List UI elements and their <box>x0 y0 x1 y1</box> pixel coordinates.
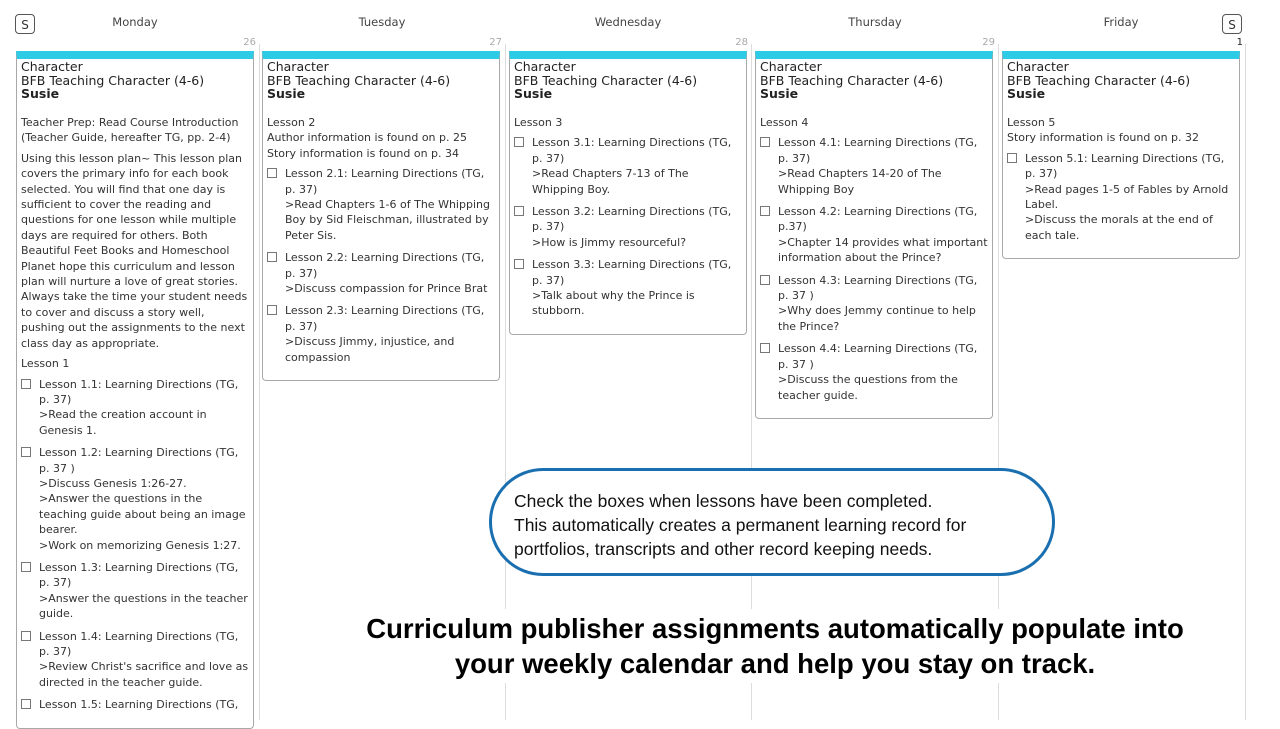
lesson-card-wednesday[interactable] <box>509 51 747 335</box>
assignment-text: Lesson 2.3: Learning Directions (TG, p. 37) <box>285 304 485 333</box>
assignment-text: >Review Christ's sacrifice and love as directed in the teacher guide. <box>39 660 249 689</box>
completion-checkbox[interactable] <box>21 631 31 641</box>
completion-checkbox[interactable] <box>1007 153 1017 163</box>
assignment-text: Lesson 4.3: Learning Directions (TG, p. 37 ) <box>778 273 978 303</box>
assignment-text: >Read Chapters 14-20 of The Whipping Boy <box>778 167 942 196</box>
assignment-text: >Discuss compassion for Prince Brat <box>285 282 488 296</box>
assignment-text: >Talk about why the Prince is stubborn. <box>532 289 695 318</box>
student-name: Susie <box>514 86 553 101</box>
assignment-text: >Read Chapters 1-6 of The Whipping Boy by Sid Fleischman, illustrated by Peter Sis. <box>285 198 490 242</box>
assignment-item <box>760 204 988 266</box>
day-header-thursday: Thursday <box>848 15 902 29</box>
day-number-friday: 1 <box>1236 37 1243 48</box>
assignment-item <box>267 250 495 296</box>
lesson-note: Lesson 4 <box>760 116 809 129</box>
assignment-text: Lesson 2.2: Learning Directions (TG, p. 37) <box>285 251 485 280</box>
callout-line: portfolios, transcripts and other record keeping needs. <box>514 539 933 559</box>
completion-checkbox[interactable] <box>514 137 524 147</box>
lesson-card-friday[interactable] <box>1002 51 1240 259</box>
assignment-text: >Work on memorizing Genesis 1:27. <box>39 538 241 552</box>
assignment-text: Lesson 5.1: Learning Directions (TG, p. 37) <box>1025 151 1225 181</box>
assignment-item <box>21 629 249 691</box>
assignment-item <box>514 204 742 250</box>
day-header-friday: Friday <box>1103 15 1139 29</box>
checkbox-tip-callout <box>489 468 1055 576</box>
day-number-monday: 26 <box>243 37 256 48</box>
assignment-item <box>760 135 988 197</box>
completion-checkbox[interactable] <box>21 447 31 457</box>
day-header-monday: Monday <box>112 15 158 29</box>
course-label: BFB Teaching Character (4-6) <box>1007 72 1191 88</box>
completion-checkbox[interactable] <box>760 343 770 353</box>
student-name: Susie <box>760 86 799 101</box>
completion-checkbox[interactable] <box>514 206 524 216</box>
assignment-text: Lesson 1.1: Learning Directions (TG, p. 37) <box>39 377 239 406</box>
subject-label: Character <box>21 59 83 74</box>
completion-checkbox[interactable] <box>760 137 770 147</box>
assignment-item <box>514 135 742 197</box>
banner-line: Curriculum publisher assignments automatically populate into <box>366 613 1184 644</box>
assignment-text: Lesson 1.4: Learning Directions (TG, p. 37) <box>39 629 239 658</box>
subject-label: Character <box>760 59 822 74</box>
column-divider <box>259 44 260 720</box>
lesson-note: Lesson 1 <box>21 357 70 371</box>
assignment-text: Lesson 4.2: Learning Directions (TG, p.37) <box>778 205 978 234</box>
assignment-text: Lesson 1.2: Learning Directions (TG, p. 37 ) <box>39 446 239 475</box>
student-name: Susie <box>21 86 60 101</box>
assignment-item <box>267 166 495 243</box>
assignment-text: Lesson 1.3: Learning Directions (TG, p. 37) <box>39 560 239 590</box>
banner-line: your weekly calendar and help you stay on track. <box>454 648 1096 679</box>
lesson-note: Using this lesson plan~ This lesson plan covers the primary info for each book selected. You will find that one day is sufficient to cover the reading and questions for one lesson while multiple days are required for others. Both Beautiful Feet Books and Homeschool Planet hope this curriculum and lesson plan will nurture a love of great stories. Always take the time your student needs to cover and discuss a story well, pushing out the assignments to the next class day as appropriate. <box>21 151 248 350</box>
student-name: Susie <box>1007 86 1046 101</box>
day-number-wednesday: 28 <box>735 37 748 48</box>
student-name: Susie <box>267 86 306 101</box>
assignment-text: Lesson 1.5: Learning Directions (TG, <box>39 698 239 712</box>
completion-checkbox[interactable] <box>21 699 31 709</box>
assignment-text: Lesson 4.4: Learning Directions (TG, p. 37 ) <box>778 342 978 371</box>
callout-line: Check the boxes when lessons have been completed. <box>514 491 933 511</box>
lesson-note: Lesson 5 Story information is found on p. 32 <box>1007 116 1200 145</box>
completion-checkbox[interactable] <box>267 168 277 178</box>
course-label: BFB Teaching Character (4-6) <box>21 72 205 88</box>
assignment-item <box>21 560 249 622</box>
day-number-thursday: 29 <box>982 37 995 48</box>
lesson-card-tuesday[interactable] <box>262 51 500 381</box>
subject-label: Character <box>267 59 329 74</box>
assignment-item <box>21 377 249 439</box>
day-header-tuesday: Tuesday <box>358 15 406 29</box>
assignment-text: >Why does Jemmy continue to help the Prince? <box>778 304 976 333</box>
assignment-text: >Answer the questions in the teaching guide about being an image bearer. <box>39 492 246 537</box>
assignment-text: Lesson 3.1: Learning Directions (TG, p. 37) <box>532 136 732 165</box>
assignment-item <box>21 697 249 712</box>
lesson-note: Lesson 2 Author information is found on p. 25 Story information is found on p. 34 <box>267 116 467 160</box>
assignment-text: Lesson 2.1: Learning Directions (TG, p. 37) <box>285 167 485 196</box>
assignment-text: >Discuss Jimmy, injustice, and compassion <box>285 335 455 364</box>
assignment-text: >Read the creation account in Genesis 1. <box>39 408 207 437</box>
day-header-wednesday: Wednesday <box>594 15 662 29</box>
assignment-text: >Read Chapters 7-13 of The Whipping Boy. <box>532 167 689 196</box>
assignment-text: >How is Jimmy resourceful? <box>532 235 687 249</box>
prev-week-button[interactable]: S <box>15 14 35 34</box>
assignment-text: Lesson 3.3: Learning Directions (TG, p. 37) <box>532 258 732 287</box>
completion-checkbox[interactable] <box>21 379 31 389</box>
assignment-text: >Discuss Genesis 1:26-27. <box>39 476 187 490</box>
completion-checkbox[interactable] <box>267 305 277 315</box>
assignment-item <box>760 341 988 403</box>
completion-checkbox[interactable] <box>760 275 770 285</box>
promo-banner <box>320 609 1230 683</box>
completion-checkbox[interactable] <box>267 252 277 262</box>
next-week-button[interactable]: S <box>1222 14 1242 34</box>
assignment-item <box>760 273 988 335</box>
course-label: BFB Teaching Character (4-6) <box>267 72 451 88</box>
course-label: BFB Teaching Character (4-6) <box>514 72 698 88</box>
assignment-text: >Discuss the morals at the end of each tale. <box>1025 213 1213 242</box>
subject-label: Character <box>1007 59 1069 74</box>
lesson-note: Teacher Prep: Read Course Introduction (Teacher Guide, hereafter TG, pp. 2-4) <box>21 116 239 145</box>
course-label: BFB Teaching Character (4-6) <box>760 72 944 88</box>
assignment-text: >Discuss the questions from the teacher guide. <box>778 373 958 402</box>
assignment-text: Lesson 3.2: Learning Directions (TG, p. 37) <box>532 205 732 234</box>
assignment-item <box>1007 151 1235 243</box>
lesson-card-monday[interactable] <box>16 51 254 729</box>
subject-label: Character <box>514 59 576 74</box>
day-number-tuesday: 27 <box>489 37 502 48</box>
completion-checkbox[interactable] <box>514 259 524 269</box>
completion-checkbox[interactable] <box>21 562 31 572</box>
assignment-text: >Chapter 14 provides what important information about the Prince? <box>778 235 988 265</box>
lesson-card-thursday[interactable] <box>755 51 993 419</box>
assignment-text: Lesson 4.1: Learning Directions (TG, p. 37) <box>778 136 978 165</box>
assignment-item <box>514 257 742 319</box>
assignment-text: >Answer the questions in the teacher guide. <box>39 591 248 621</box>
column-divider <box>1245 44 1246 720</box>
assignment-text: >Read pages 1-5 of Fables by Arnold Label. <box>1025 182 1229 212</box>
lesson-note: Lesson 3 <box>514 116 563 129</box>
assignment-item <box>21 445 249 553</box>
callout-line: This automatically creates a permanent learning record for <box>514 515 967 535</box>
completion-checkbox[interactable] <box>760 206 770 216</box>
assignment-item <box>267 303 495 365</box>
